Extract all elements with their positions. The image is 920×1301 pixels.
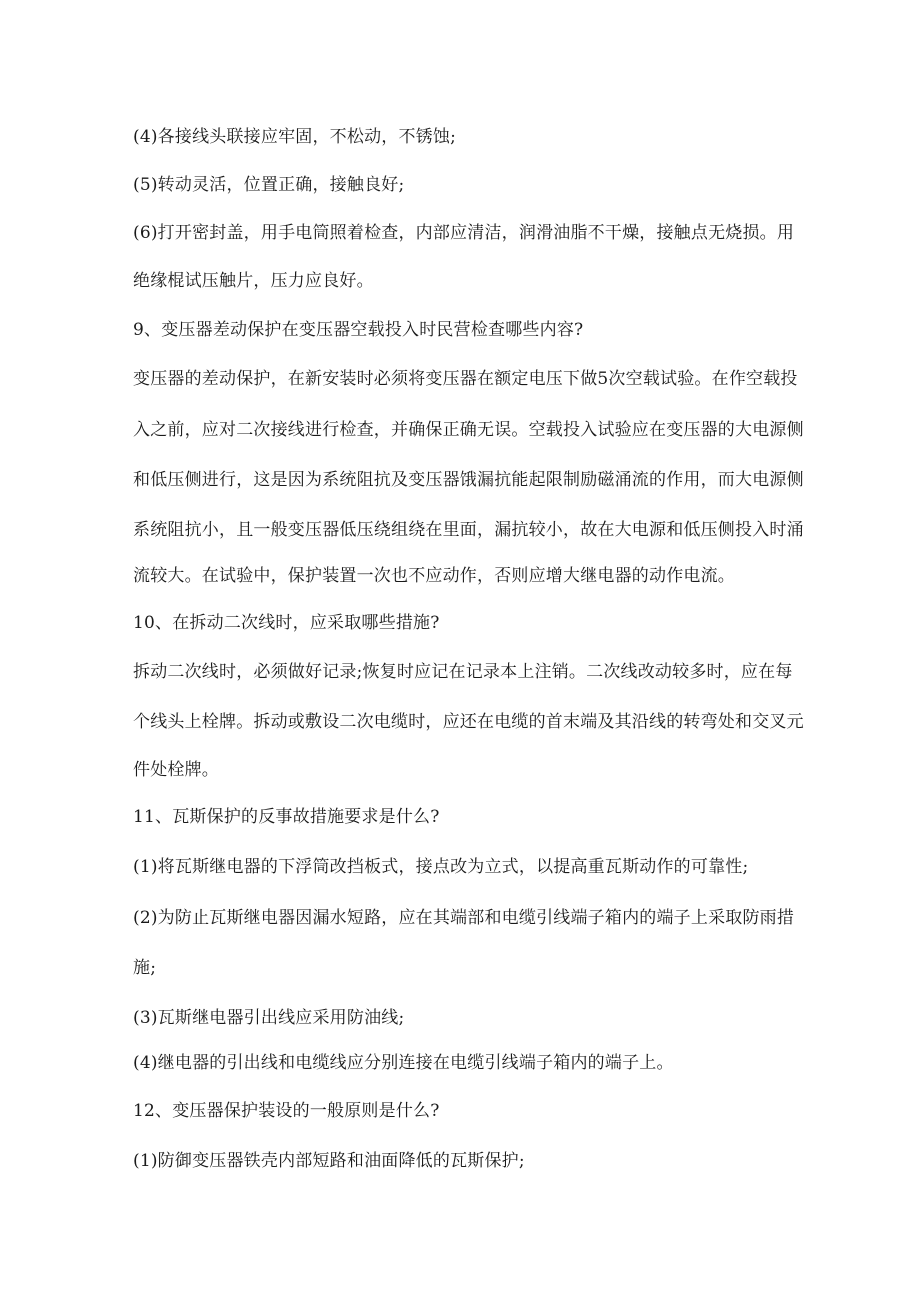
text-line: (4)继电器的引出线和电缆线应分别连接在电缆引线端子箱内的端子上。 [133, 1053, 674, 1073]
text-line: 件处栓牌。 [133, 760, 219, 780]
text-line: 变压器的差动保护，在新安装时必须将变压器在额定电压下做5次空载试验。在作空载投 [133, 369, 798, 389]
text-line: 入之前，应对二次接线进行检查，并确保正确无误。空载投入试验应在变压器的大电源侧 [133, 420, 804, 440]
text-line: (1)将瓦斯继电器的下浮筒改挡板式，接点改为立式，以提高重瓦斯动作的可靠性; [133, 857, 749, 877]
text-line: (3)瓦斯继电器引出线应采用防油线; [133, 1008, 405, 1028]
text-line: 施; [133, 958, 157, 978]
text-line: 拆动二次线时，必须做好记录;恢复时应记在记录本上注销。二次线改动较多时，应在每 [133, 662, 793, 682]
text-line: 个线头上栓牌。拆动或敷设二次电缆时，应还在电缆的首末端及其沿线的转弯处和交叉元 [133, 712, 804, 732]
text-line: (1)防御变压器铁壳内部短路和油面降低的瓦斯保护; [133, 1151, 525, 1171]
text-line: 绝缘棍试压触片，压力应良好。 [133, 271, 374, 291]
text-line: 流较大。在试验中，保护装置一次也不应动作，否则应增大继电器的动作电流。 [133, 566, 735, 586]
text-line: (5)转动灵活，位置正确，接触良好; [133, 175, 405, 195]
section-heading: 11、瓦斯保护的反事故措施要求是什么? [133, 807, 440, 827]
text-line: (2)为防止瓦斯继电器因漏水短路，应在其端部和电缆引线端子箱内的端子上采取防雨措 [133, 908, 795, 928]
text-line: (6)打开密封盖，用手电筒照着检查，内部应清洁，润滑油脂不干燥，接触点无烧损。用 [133, 223, 795, 243]
text-line: 和低压侧进行，这是因为系统阻抗及变压器饿漏抗能起限制励磁涌流的作用，而大电源侧 [133, 470, 804, 490]
section-heading: 9、变压器差动保护在变压器空载投入时民营检查哪些内容? [133, 320, 584, 340]
text-line: 系统阻抗小，且一般变压器低压绕组绕在里面，漏抗较小，故在大电源和低压侧投入时涌 [133, 520, 804, 540]
section-heading: 10、在拆动二次线时，应采取哪些措施? [133, 613, 440, 633]
text-line: (4)各接线头联接应牢固，不松动，不锈蚀; [133, 127, 457, 147]
section-heading: 12、变压器保护装设的一般原则是什么? [133, 1101, 440, 1121]
